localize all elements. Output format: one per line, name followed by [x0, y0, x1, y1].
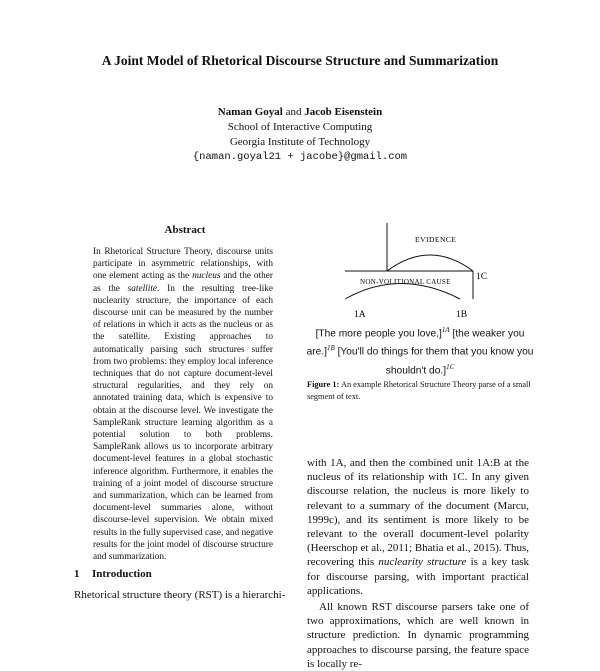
example-clause-1c: [You'll do things for them that you know you shouldn't do.] [334, 346, 534, 377]
example-clause-1a: [The more people you love,] [315, 328, 442, 340]
paper-title: A Joint Model of Rhetorical Discourse Structure and Summarization [101, 53, 499, 68]
unit-1c: 1C [476, 272, 488, 282]
author-conjunction: and [285, 106, 302, 118]
abstract-term-satellite: satellite [127, 283, 158, 294]
abstract-term-nucleus: nucleus [192, 271, 221, 282]
unit-1a: 1A [354, 310, 366, 320]
abstract-text-3: . In the resulting tree-like nuclearity structure, the importance of each discourse unit can be measured by the number of relations in which it acts as the nucleus or as the satellite. Existing approaches to automatically parsing such structures suffer from two problems: they employ local inference techniques that do not capture document-level structural regularities, and they rely on annotated training data, which is expensive to obtain at the discourse level. We investigate the SampleRank structure learning algorithm as a potential solution to both problems. SampleRank allows us to incorporate arbitrary document-level features in a global stochastic inference algorithm. Furthermore, it enables the training of a joint model of discourse structure and summarization, which can be learned from document-level summaries alone, without discourse-level supervision. We obtain mixed results in the fully supervised case, and negative results for the joint model of discourse structure and summarization. [93, 283, 273, 563]
section-number: 1 [74, 568, 80, 580]
example-sup-1b: 1B [326, 344, 335, 353]
caption-text: An example Rhetorical Structure Theory parse of a small segment of text. [307, 380, 531, 401]
abstract-body [93, 246, 273, 563]
author-names [0, 105, 600, 120]
introduction-first-line: Rhetorical structure theory (RST) is a hierarchi- [74, 589, 286, 601]
paragraph-1-text-b: is a key task for discourse parsing, with important practical applications. [307, 556, 529, 597]
paragraph-1 [307, 456, 529, 598]
label-evidence: EVIDENCE [415, 235, 457, 244]
author-email: {naman.goyal21 + jacobe}@gmail.com [192, 151, 408, 163]
abstract-heading: Abstract [164, 224, 206, 236]
unit-1b: 1B [456, 310, 468, 320]
author-1: Naman Goyal [217, 106, 283, 118]
paragraph-2: All known RST discourse parsers take one of two approximations, which are well known in structure prediction. In dynamic programming approaches to discourse parsing, the feature space is locally re- [307, 601, 529, 670]
label-non-volitional-cause: NON-VOLITIONAL CAUSE [360, 278, 451, 286]
rst-tree-diagram [310, 215, 540, 320]
section-title: Introduction [92, 568, 152, 580]
author-affiliation: School of Interactive Computing [227, 121, 373, 133]
caption-label: Figure 1: [307, 380, 340, 389]
evidence-arc [387, 255, 473, 271]
author-2: Jacob Eisenstein [304, 106, 383, 118]
paragraph-1-text-a: with 1A, and then the combined unit 1A:B at the nucleus of its relationship with 1C. In any given discourse relation, the nucleus is more likely to relevant to a summary of the document (Marcu, 1999c), and its sentiment is more likely to be relevant to the overall document-level polarity (Heerschop et al., 2011; Bhatia et al., 2015). Thus, recovering this [307, 457, 529, 569]
abstract-text-1: In Rhetorical Structure Theory, discourse units participate in asymmetric relationships, with one element acting as the [93, 247, 273, 282]
author-block [0, 105, 600, 165]
example-sup-1c: 1C [446, 362, 455, 371]
introduction-heading [74, 568, 152, 580]
example-clause-1b: [the weaker you are.] [306, 328, 525, 358]
right-column-body [307, 456, 529, 671]
figure-caption [307, 379, 532, 403]
author-institution: Georgia Institute of Technology [229, 136, 371, 148]
abstract-text-2: and the other as the [93, 271, 273, 294]
example-sup-1a: 1A [441, 326, 450, 334]
paragraph-1-emphasis: nuclearity structure [378, 556, 467, 569]
example-sentence [305, 323, 535, 378]
